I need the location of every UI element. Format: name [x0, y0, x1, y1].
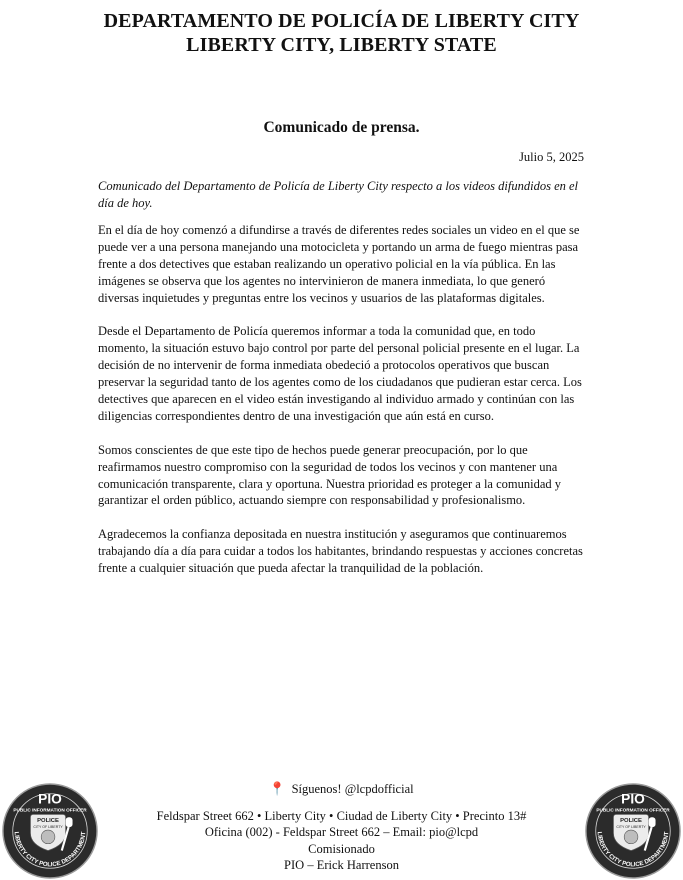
svg-text:POLICE: POLICE [620, 818, 642, 825]
social-line [0, 781, 683, 798]
lead-paragraph: Comunicado del Departamento de Policía de Liberty City respecto a los videos difundidos en el día de hoy. [98, 179, 579, 210]
svg-text:CITY OF LIBERTY: CITY OF LIBERTY [33, 825, 63, 830]
svg-text:PUBLIC INFORMATION OFFICER: PUBLIC INFORMATION OFFICER [596, 807, 670, 813]
footer-office: Oficina (002) - Feldspar Street 662 – Email: pio@lcpd [204, 825, 479, 839]
body-paragraph: Agradecemos la confianza depositada en nuestra institución y aseguramos que continuaremos trabajando día a día para cuidar a todos los habitantes, brindando respuestas y acciones concretas frente a cualquier situación que pueda afectar la tranquilidad de la población. [98, 527, 583, 576]
footer-role: Comisionado [308, 841, 375, 856]
letterhead [0, 9, 683, 57]
footer-address: Feldspar Street 662 • Liberty City • Ciudad de Liberty City • Precinto 13# [156, 808, 527, 823]
pio-seal-logo [1, 782, 99, 880]
document-title: Comunicado de prensa. [263, 119, 420, 136]
footer-pio: PIO – Erick Harrenson [284, 858, 399, 872]
svg-text:CITY OF LIBERTY: CITY OF LIBERTY [616, 825, 646, 830]
footer [0, 781, 683, 874]
department-name: DEPARTAMENTO DE POLICÍA DE LIBERTY CITY [103, 10, 580, 32]
social-handle[interactable]: Síguenos! @lcpdofficial [291, 782, 414, 796]
document-body [98, 222, 586, 594]
svg-text:LIBERTY CITY POLICE DEPARTMENT: LIBERTY CITY POLICE DEPARTMENT [12, 831, 88, 869]
svg-text:PIO: PIO [621, 791, 645, 807]
body-paragraph: En el día de hoy comenzó a difundirse a través de diferentes redes sociales un video en el que se puede ver a una persona manejando una motocicleta y portando un arma de fuego mientras pasa frente a dos detectives que estaban realizando un operativo policial en la vía pública. En las imágenes se observa que los agentes no intervinieron de manera inmediata, lo que generó diversas inquietudes y preguntas entre los vecinos y usuarios de las plataformas digitales. [98, 223, 580, 305]
svg-text:POLICE: POLICE [37, 818, 59, 825]
svg-text:LIBERTY CITY POLICE DEPARTMENT: LIBERTY CITY POLICE DEPARTMENT [595, 831, 671, 869]
body-paragraph: Desde el Departamento de Policía queremos informar a toda la comunidad que, en todo momento, la situación estuvo bajo control por parte del personal policial presente en el lugar. La decisión de no intervenir de forma inmediata obedeció a protocolos operativos que buscan preservar la seguridad tanto de los agentes como de los ciudadanos que pudieran estar cerca. Los detectives que aparecen en el video están investigando al individuo armado y continúan con las diligencias correspondientes dentro de una investigación que aún está en curso. [98, 324, 582, 423]
department-location: LIBERTY CITY, LIBERTY STATE [186, 34, 497, 56]
svg-text:PUBLIC INFORMATION OFFICER: PUBLIC INFORMATION OFFICER [13, 807, 87, 813]
pio-seal-logo [584, 782, 682, 880]
map-pin-icon: 📍 [269, 781, 286, 796]
body-paragraph: Somos conscientes de que este tipo de hechos puede generar preocupación, por lo que reafirmamos nuestro compromiso con la seguridad de todos los vecinos y con mantener una comunicación transparente, clara y oportuna. Nuestra prioridad es proteger a la comunidad y garantizar el orden público, actuando siempre con responsabilidad y profesionalismo. [98, 442, 562, 508]
document-date: Julio 5, 2025 [519, 150, 584, 164]
svg-text:PIO: PIO [38, 791, 62, 807]
